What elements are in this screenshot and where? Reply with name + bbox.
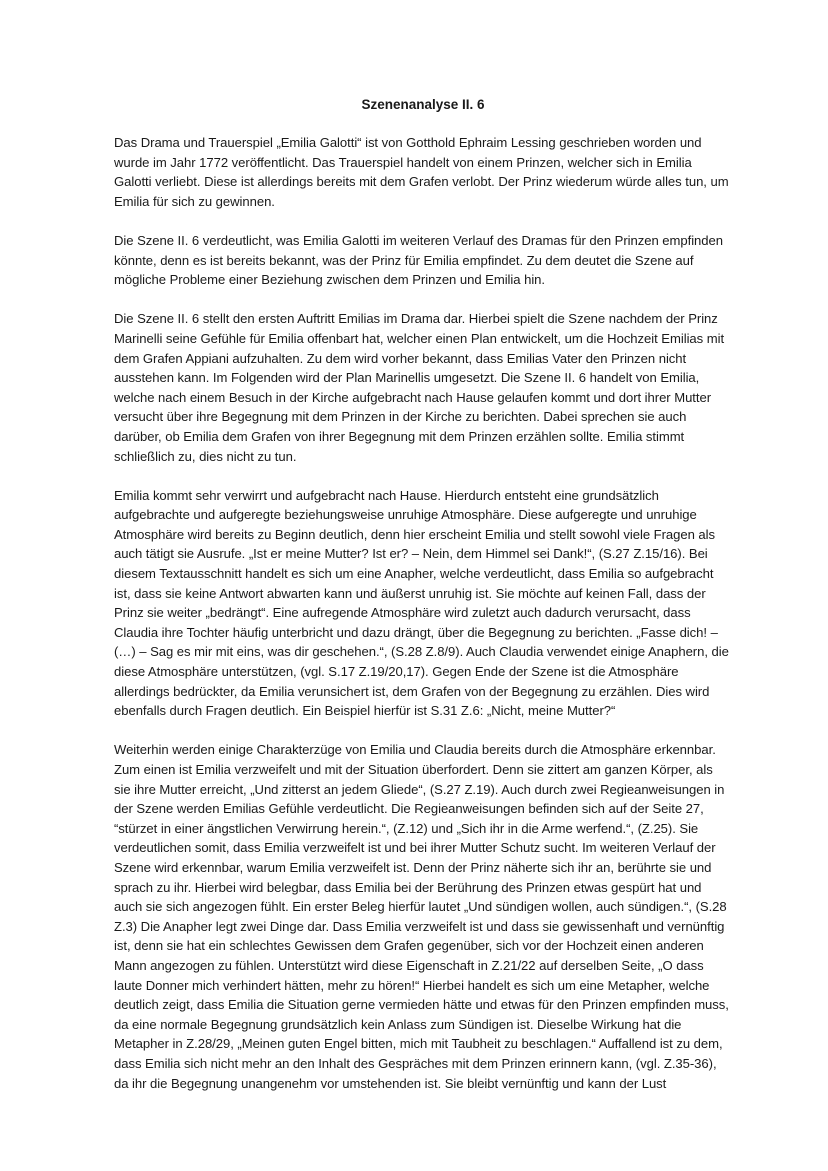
paragraph-scene-meaning: Die Szene II. 6 verdeutlicht, was Emilia Galotti im weiteren Verlauf des Dramas für den Prinzen empfinden könnte, denn es ist bereits bekannt, was der Prinz für Emilia empfindet. Zu dem deutet die Szene auf mögliche Probleme einer Beziehung zwischen dem Prinzen und Emilia hin. bbox=[114, 232, 723, 288]
paragraph-character-traits: Weiterhin werden einige Charakterzüge von Emilia und Claudia bereits durch die Atmosphäre erkennbar. Zum einen ist Emilia verzweifelt und mit der Situation überfordert. Denn sie zittert am ganzen Körper, als sie ihre Mutter erreicht, „Und zitterst an jedem Gliede“, (S.27 Z.19). Auch durch zwei Regieanweisungen in der Szene werden Emilias Gefühle verdeutlicht. Die Regieanweisungen befinden sich auf der Seite 27, “stürzet in einer ängstlichen Verwirrung herein.“, (Z.12) und „Sich ihr in die Arme werfend.“, (Z.25). Sie verdeutlichen somit, dass Emilia verzweifelt ist und bei ihrer Mutter Schutz sucht. Im weiteren Verlauf der Szene wird erkennbar, warum Emilia verzweifelt ist. Denn der Prinz näherte sich ihr an, berührte sie und sprach zu ihr. Hierbei wird belegbar, dass Emilia bei der Berührung des Prinzen etwas gespürt hat und auch sie sich angezogen fühlt. Ein erster Beleg hierfür lautet „Und sündigen wollen, auch sündigen.“, (S.28 Z.3) Die Anapher legt zwei Dinge dar. Dass Emilia verzweifelt ist und dass sie gewissenhaft und vernünftig ist, denn sie hat ein schlechtes Gewissen dem Grafen gegenüber, sich vor der Hochzeit einen anderen Mann angezogen zu fühlen. Unterstützt wird diese Eigenschaft in Z.21/22 auf derselben Seite, „O dass laute Donner mich verhindert hätten, mehr zu hören!“ Hierbei handelt es sich um eine Metapher, welche deutlich zeigt, dass Emilia die Situation gerne vermieden hätte und etwas für den Prinzen empfinden muss, da eine normale Begegnung grundsätzlich kein Anlass zum Sündigen ist. Dieselbe Wirkung hat die Metapher in Z.28/29, „Meinen guten Engel bitten, mich mit Taubheit zu beschlagen.“ Auffallend ist zu dem, dass Emilia sich nicht mehr an den Inhalt des Gespräches mit dem Prinzen erinnern kann, (vgl. Z.35-36), da ihr die Begegnung unangenehm vor umstehenden ist. Sie bleibt vernünftig und kann der Lust bbox=[114, 742, 729, 1091]
paragraph-introduction: Das Drama und Trauerspiel „Emilia Galotti“ ist von Gotthold Ephraim Lessing geschrieben worden und wurde im Jahr 1772 veröffentlicht. Das Trauerspiel handelt von einem Prinzen, welcher sich in Emilia Galotti verliebt. Diese ist allerdings bereits mit dem Grafen verlobt. Der Prinz wiederum würde alles tun, um Emilia für sich zu gewinnen. bbox=[114, 135, 729, 209]
document-page bbox=[114, 96, 732, 1093]
document-title: Szenenanalyse II. 6 bbox=[361, 97, 485, 112]
paragraph-scene-context: Die Szene II. 6 stellt den ersten Auftritt Emilias im Drama dar. Hierbei spielt die Szene nachdem der Prinz Marinelli seine Gefühle für Emilia offenbart hat, welcher einen Plan entwickelt, um die Hochzeit Emilias mit dem Grafen Appiani aufzuhalten. Zu dem wird vorher bekannt, dass Emilias Vater den Prinzen nicht ausstehen kann. Im Folgenden wird der Plan Marinellis umgesetzt. Die Szene II. 6 handelt von Emilia, welche nach einem Besuch in der Kirche aufgebracht nach Hause gelaufen kommt und dort ihrer Mutter versucht über ihre Begegnung mit dem Prinzen in der Kirche zu berichten. Dabei sprechen sie auch darüber, ob Emilia dem Grafen von ihrer Begegnung mit dem Prinzen erzählen sollte. Emilia stimmt schließlich zu, dies nicht zu tun. bbox=[114, 311, 725, 464]
paragraph-atmosphere: Emilia kommt sehr verwirrt und aufgebracht nach Hause. Hierdurch entsteht eine grundsätzlich aufgebrachte und aufgeregte beziehungsweise unruhige Atmosphäre. Diese aufgeregte und unruhige Atmosphäre wird bereits zu Beginn deutlich, denn hier erscheint Emilia und stellt sowohl viele Fragen als auch tätigt sie Ausrufe. „Ist er meine Mutter? Ist er? – Nein, dem Himmel sei Dank!“, (S.27 Z.15/16). Bei diesem Textausschnitt handelt es sich um eine Anapher, welche verdeutlicht, dass Emilia so aufgebracht ist, dass sie keine Antwort abwarten kann und äußerst unruhig ist. Sie möchte auf keinen Fall, dass der Prinz sie weiter „bedrängt“. Eine aufregende Atmosphäre wird zuletzt auch dadurch verursacht, dass Claudia ihre Tochter häufig unterbricht und dazu drängt, über die Begegnung zu berichten. „Fasse dich! – (…) – Sag es mir mit eins, was dir geschehen.“, (S.28 Z.8/9). Auch Claudia verwendet einige Anaphern, die diese Atmosphäre unterstützen, (vgl. S.17 Z.19/20,17). Gegen Ende der Szene ist die Atmosphäre allerdings bedrückter, da Emilia verunsichert ist, dem Grafen von der Begegnung zu erzählen. Dies wird ebenfalls durch Fragen deutlich. Ein Beispiel hierfür ist S.31 Z.6: „Nicht, meine Mutter?“ bbox=[114, 487, 729, 719]
